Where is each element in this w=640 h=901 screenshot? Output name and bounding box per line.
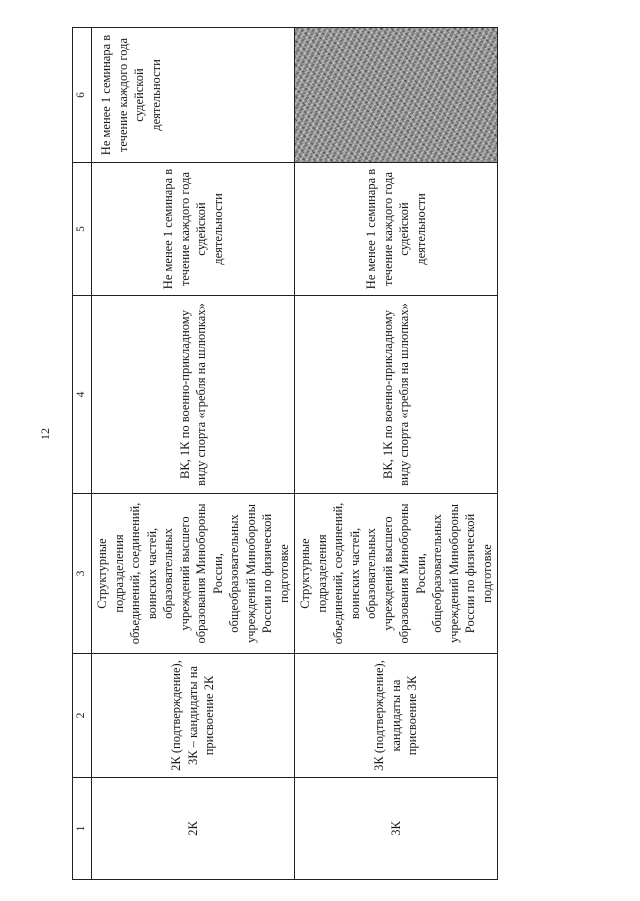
sport-cell: ВК, 1К по военно-прикладному виду спорта «гребля на шлюпках» (92, 296, 295, 494)
rank-cell: 3К (295, 778, 498, 880)
judges-table (72, 27, 498, 880)
rank-cell: 2К (92, 778, 295, 880)
table-row (295, 28, 498, 880)
conditions-cell: 2К (подтверждение), 3К – кандидаты на присвоение 2К (92, 654, 295, 778)
column-number: 2 (73, 654, 92, 778)
organization-cell: Структурные подразделения объединений, соединений, воинских частей, образовательных учреждений высшего образования Минобороны России, общеобразовательных учреждений Минобороны России по физической подготовке (295, 494, 498, 654)
seminar-requirement-cell: Не менее 1 семинара в течение каждого года судейской деятельности (92, 28, 295, 163)
shaded-cell (295, 28, 498, 163)
column-number: 6 (73, 28, 92, 163)
table-row (92, 28, 295, 880)
column-number: 5 (73, 163, 92, 296)
seminar-requirement-cell: Не менее 1 семинара в течение каждого года судейской деятельности (295, 163, 498, 296)
seminar-requirement-cell: Не менее 1 семинара в течение каждого года судейской деятельности (92, 163, 295, 296)
organization-cell: Структурные подразделения объединений, соединений, воинских частей, образовательных учреждений высшего образования Минобороны России, общеобразовательных учреждений Минобороны России по физической подготовке (92, 494, 295, 654)
column-number-row (73, 28, 92, 880)
rotated-table-container (72, 28, 496, 880)
column-number: 3 (73, 494, 92, 654)
page-number: 12 (38, 428, 52, 440)
column-number: 4 (73, 296, 92, 494)
conditions-cell: 3К (подтверждение), кандидаты на присвоение 3К (295, 654, 498, 778)
column-number: 1 (73, 778, 92, 880)
sport-cell: ВК, 1К по военно-прикладному виду спорта «гребля на шлюпках» (295, 296, 498, 494)
